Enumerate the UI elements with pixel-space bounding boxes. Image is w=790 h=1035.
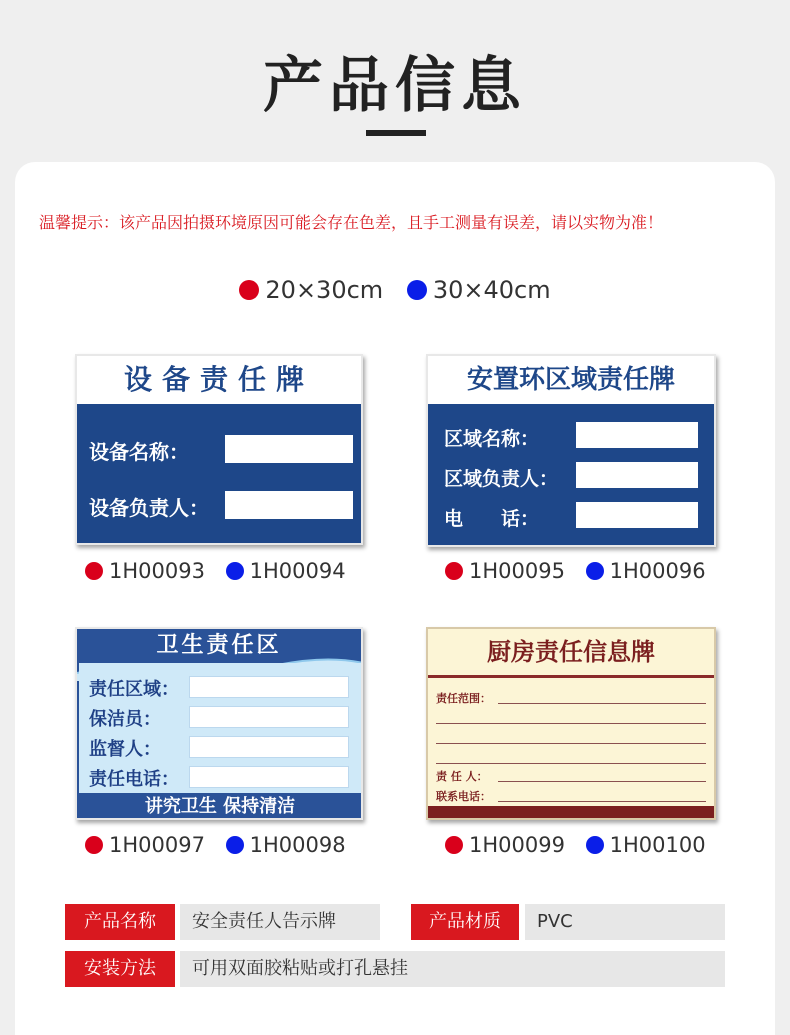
product-code: 1H00098	[249, 833, 346, 857]
spec-value-material: PVC	[525, 904, 725, 940]
sign-title: 安置环区域责任牌	[428, 356, 714, 404]
red-dot-icon	[85, 836, 103, 854]
sign-blank-field	[189, 676, 349, 698]
sign-field-label: 责任范围：	[436, 692, 491, 705]
product-code: 1H00100	[609, 833, 706, 857]
sign-field-label: 设备名称：	[89, 440, 189, 464]
spec-label-name: 产品名称	[65, 904, 175, 940]
page-title: 产品信息	[263, 51, 527, 121]
sign-codes	[85, 833, 360, 857]
sign-title: 厨房责任信息牌	[487, 638, 655, 666]
blue-dot-icon	[586, 562, 604, 580]
spec-value-name: 安全责任人告示牌	[180, 904, 380, 940]
sign-codes	[445, 833, 720, 857]
blank-line	[436, 743, 706, 744]
spec-label-material: 产品材质	[411, 904, 519, 940]
blank-line	[498, 781, 706, 782]
red-dot-icon	[239, 280, 259, 300]
product-code: 1H00094	[249, 559, 346, 583]
hygiene-responsibility-sign	[75, 627, 363, 820]
product-code: 1H00095	[469, 559, 565, 583]
sign-field-label: 联系电话：	[436, 790, 491, 803]
size-option-small	[239, 276, 383, 304]
spec-value-install: 可用双面胶粘贴或打孔悬挂	[180, 951, 725, 987]
product-code: 1H00096	[609, 559, 706, 583]
sign-codes	[85, 559, 360, 583]
product-code: 1H00099	[469, 833, 565, 857]
product-info-card	[15, 162, 775, 1035]
blank-line	[498, 703, 706, 704]
sign-field-label: 责 任 人：	[436, 770, 488, 783]
sign-blank-field	[189, 766, 349, 788]
sign-title: 卫生责任区	[156, 633, 282, 658]
sign-blank-field	[225, 491, 353, 519]
product-code: 1H00097	[109, 833, 205, 857]
size-option-large	[407, 276, 551, 304]
red-dot-icon	[445, 836, 463, 854]
title-underline	[366, 130, 426, 136]
notice-text: 温馨提示：该产品因拍摄环境原因可能会存在色差，且手工测量有误差，请以实物为准！	[39, 213, 664, 232]
sign-field-label: 电 话：	[444, 508, 540, 530]
size-label: 30×40cm	[432, 276, 551, 304]
blank-line	[436, 723, 706, 724]
blue-dot-icon	[226, 562, 244, 580]
blue-dot-icon	[226, 836, 244, 854]
spec-label-install: 安装方法	[65, 951, 175, 987]
sign-title: 设备责任牌	[77, 356, 361, 404]
red-dot-icon	[85, 562, 103, 580]
area-responsibility-sign	[426, 354, 716, 547]
sign-field-label: 设备负责人：	[89, 496, 209, 520]
sign-blank-field	[576, 462, 698, 488]
sign-field-label: 区域负责人：	[444, 468, 559, 490]
sign-blank-field	[576, 502, 698, 528]
sign-field-label: 责任电话：	[89, 769, 179, 790]
sign-blank-field	[225, 435, 353, 463]
sign-field-label: 保洁员：	[89, 709, 161, 730]
size-label: 20×30cm	[265, 276, 384, 304]
sign-field-label: 责任区域：	[89, 679, 179, 700]
sign-blank-field	[576, 422, 698, 448]
sign-blank-field	[189, 706, 349, 728]
blue-dot-icon	[407, 280, 427, 300]
blank-line	[498, 801, 706, 802]
sign-footer: 讲究卫生 保持清洁	[144, 796, 296, 817]
blue-dot-icon	[586, 836, 604, 854]
kitchen-responsibility-sign	[426, 627, 716, 820]
sign-codes	[445, 559, 720, 583]
sign-field-label: 监督人：	[89, 739, 161, 760]
sign-footer-bar	[428, 806, 714, 818]
sign-blank-field	[189, 736, 349, 758]
product-code: 1H00093	[109, 559, 205, 583]
red-dot-icon	[445, 562, 463, 580]
equipment-responsibility-sign	[75, 354, 363, 545]
size-legend	[15, 276, 775, 304]
sign-divider	[428, 675, 714, 678]
blank-line	[436, 763, 706, 764]
sign-field-label: 区域名称：	[444, 428, 540, 450]
